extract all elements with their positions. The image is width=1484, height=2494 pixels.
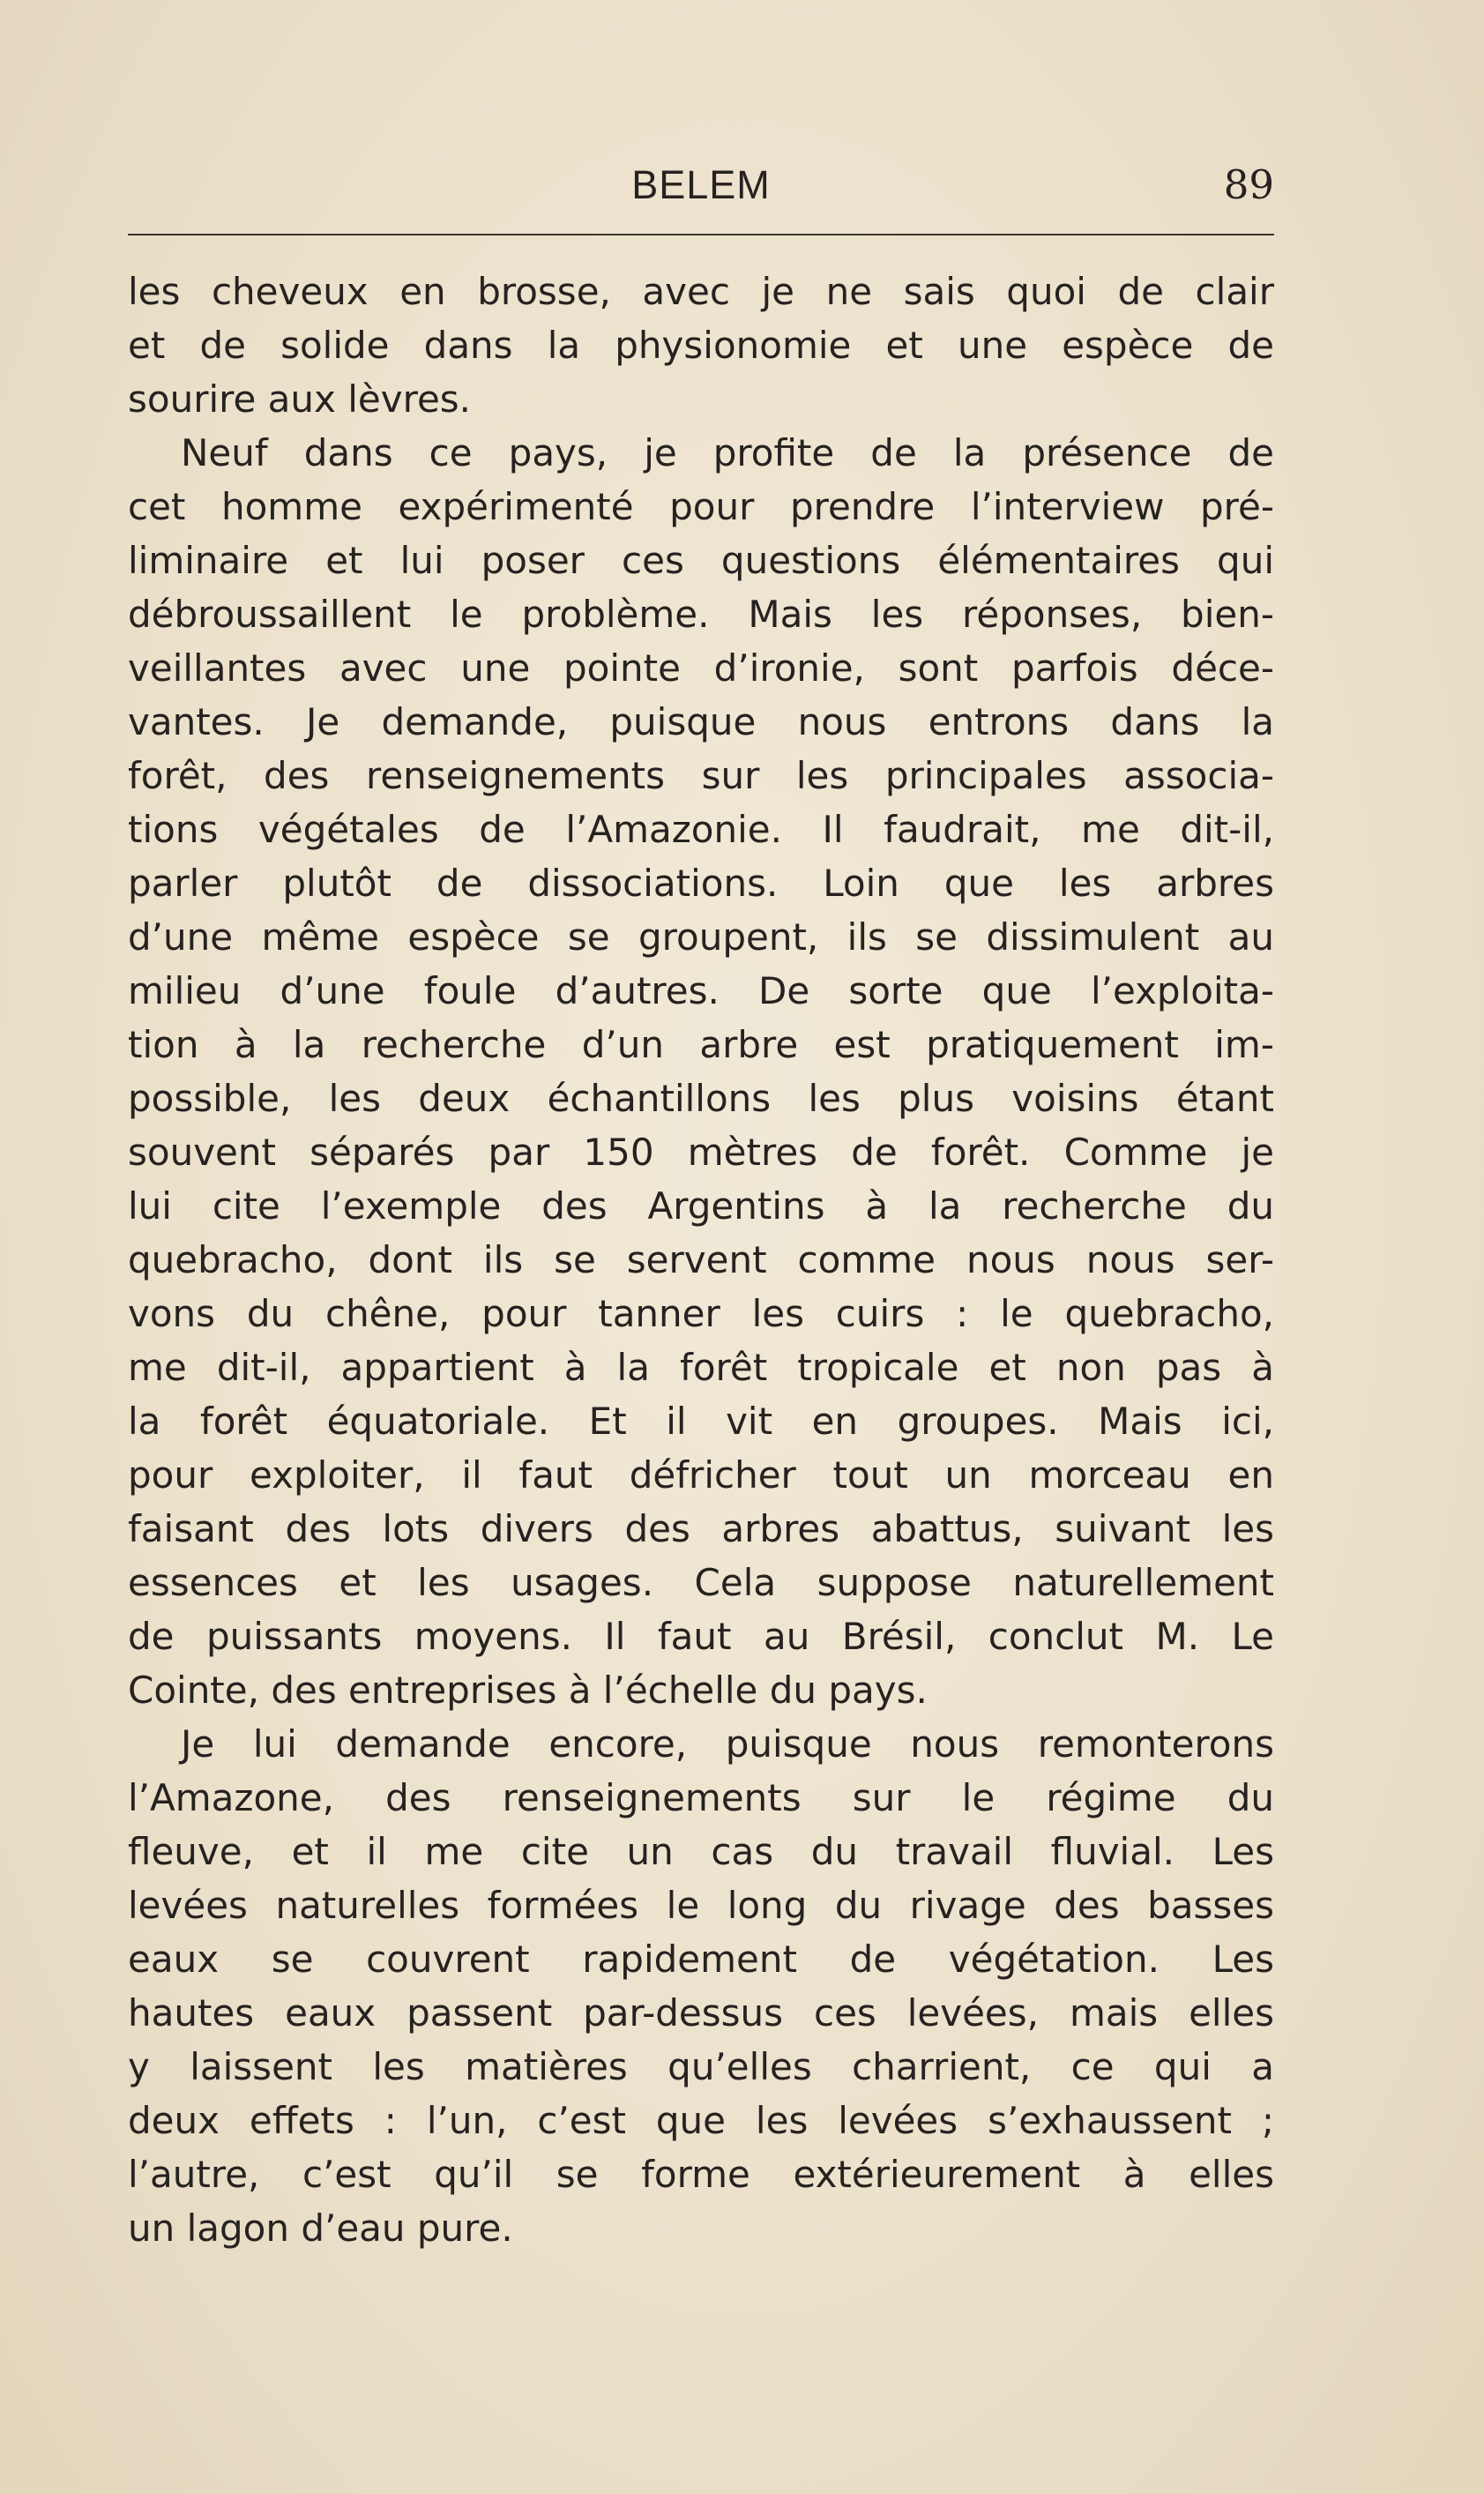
page-number: 89: [1223, 161, 1274, 208]
text-line: faisant des lots divers des arbres abattus, suivant les: [128, 1507, 1274, 1550]
body-text: [128, 265, 1274, 2255]
text-line: essences et les usages. Cela suppose naturellement: [128, 1561, 1274, 1604]
text-line: vons du chêne, pour tanner les cuirs : le quebracho,: [128, 1292, 1274, 1335]
text-line: sourire aux lèvres.: [128, 377, 472, 421]
text-line: quebracho, dont ils se servent comme nous nous ser-: [128, 1238, 1274, 1281]
text-line: me dit-il, appartient à la forêt tropicale et non pas à: [128, 1346, 1274, 1389]
text-line: milieu d’une foule d’autres. De sorte que l’exploita-: [128, 969, 1274, 1012]
text-line: les cheveux en brosse, avec je ne sais quoi de clair: [128, 270, 1274, 313]
paragraph-start-line: Neuf dans ce pays, je profite de la présence de: [181, 431, 1274, 474]
text-line: et de solide dans la physionomie et une espèce de: [128, 324, 1274, 367]
text-line: souvent séparés par 150 mètres de forêt. Comme je: [128, 1131, 1274, 1174]
text-line: eaux se couvrent rapidement de végétation. Les: [128, 1938, 1274, 1981]
text-line: levées naturelles formées le long du rivage des basses: [128, 1884, 1274, 1927]
text-line: parler plutôt de dissociations. Loin que les arbres: [128, 862, 1274, 905]
text-line: liminaire et lui poser ces questions élémentaires qui: [128, 539, 1274, 582]
text-line: la forêt équatoriale. Et il vit en groupes. Mais ici,: [128, 1400, 1274, 1443]
header-rule: [128, 234, 1274, 235]
text-line: pour exploiter, il faut défricher tout un morceau en: [128, 1453, 1274, 1497]
running-title: BELEM: [631, 162, 771, 207]
text-line: un lagon d’eau pure.: [128, 2207, 513, 2250]
text-line: y laissent les matières qu’elles charrient, ce qui a: [128, 2045, 1274, 2088]
text-line: lui cite l’exemple des Argentins à la recherche du: [128, 1184, 1274, 1228]
text-line: tion à la recherche d’un arbre est pratiquement im-: [128, 1023, 1274, 1066]
text-line: vantes. Je demande, puisque nous entrons dans la: [128, 700, 1274, 743]
text-line: cet homme expérimenté pour prendre l’interview pré-: [128, 485, 1274, 528]
text-line: possible, les deux échantillons les plus voisins étant: [128, 1077, 1274, 1120]
text-line: forêt, des renseignements sur les principales associa-: [128, 754, 1274, 797]
text-line: l’autre, c’est qu’il se forme extérieurement à elles: [128, 2153, 1274, 2196]
text-line: l’Amazone, des renseignements sur le régime du: [128, 1776, 1274, 1819]
page-header: [128, 159, 1274, 229]
text-line: deux effets : l’un, c’est que les levées s’exhaussent ;: [128, 2099, 1274, 2142]
text-line: fleuve, et il me cite un cas du travail fluvial. Les: [128, 1830, 1274, 1873]
text-line: de puissants moyens. Il faut au Brésil, conclut M. Le: [128, 1615, 1274, 1658]
text-line: Cointe, des entreprises à l’échelle du pays.: [128, 1669, 928, 1712]
paragraph-start-line: Je lui demande encore, puisque nous remonterons: [181, 1722, 1274, 1766]
text-line: veillantes avec une pointe d’ironie, sont parfois déce-: [128, 646, 1274, 690]
text-line: tions végétales de l’Amazonie. Il faudrait, me dit-il,: [128, 808, 1274, 851]
text-line: d’une même espèce se groupent, ils se dissimulent au: [128, 915, 1274, 959]
text-line: hautes eaux passent par-dessus ces levées, mais elles: [128, 1991, 1274, 2035]
text-line: débroussaillent le problème. Mais les réponses, bien-: [128, 593, 1274, 636]
